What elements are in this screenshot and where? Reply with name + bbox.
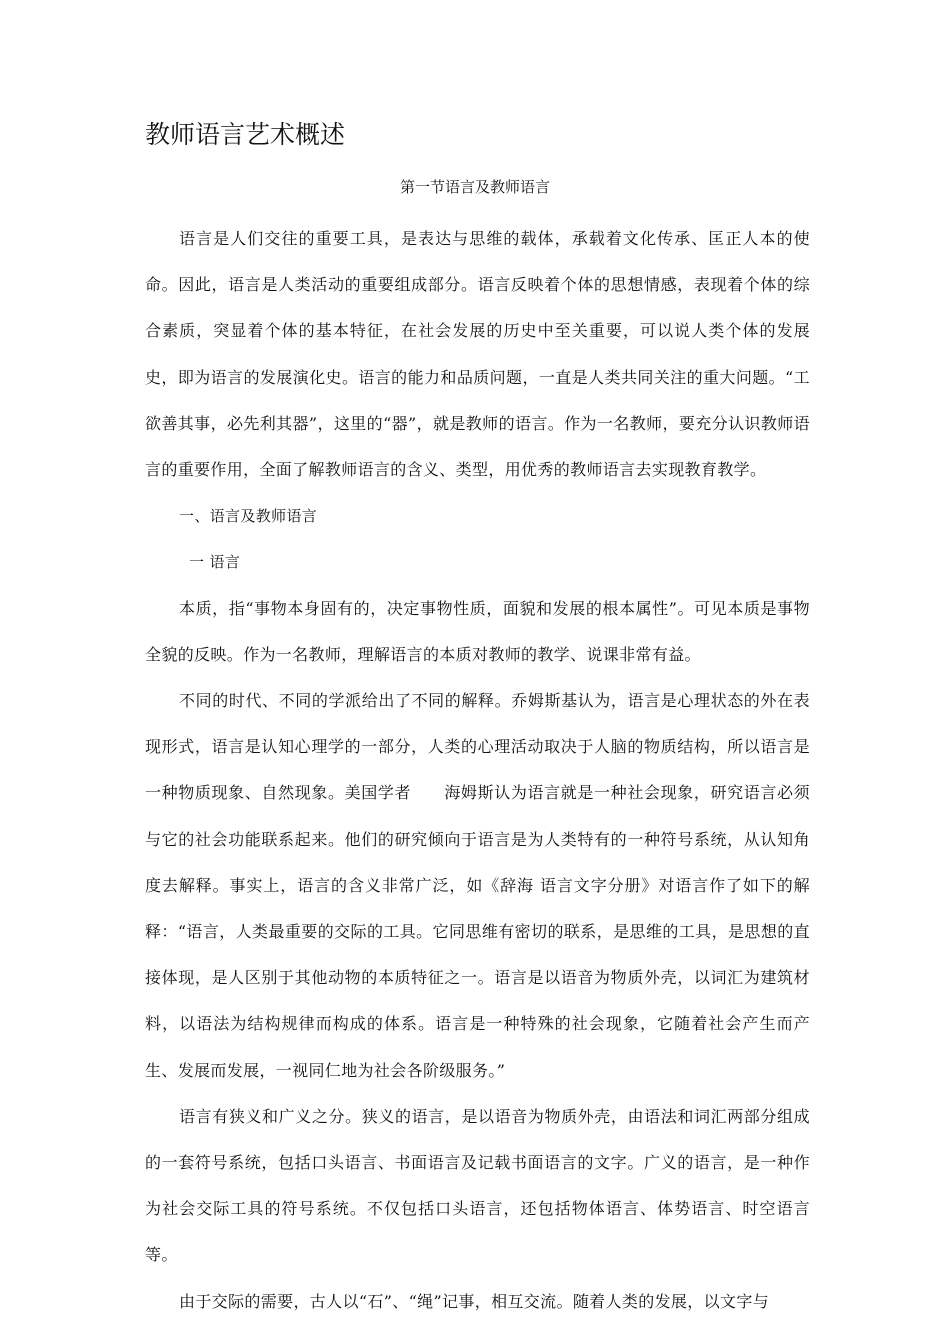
paragraph-history: 由于交际的需要，古人以“石”、“绳”记事，相互交流。随着人类的发展，以文字与 — [179, 1291, 770, 1311]
paragraph-narrow-broad: 语言有狭义和广义之分。狭义的语言，是以语音为物质外壳，由语法和词汇两部分组成的一套符号系统，包括口头语言、书面语言及记载书面语言的文字。广义的语言，是一种作为社会交际工具的符号系统。不仅包括口头语言，还包括物体语言、体势语言、时空语言等。 — [145, 1106, 810, 1265]
section-title: 第一节语言及教师语言 — [399, 178, 550, 196]
subheading-language: 一 语言 — [189, 553, 241, 572]
paragraph-intro: 语言是人们交往的重要工具，是表达与思维的载体，承载着文化传承、匡正人本的使命。因此，语言是人类活动的重要组成部分。语言反映着个体的思想情感，表现着个体的综合素质，突显着个体的基本特征，在社会发展的历史中至关重要，可以说人类个体的发展史，即为语言的发展演化史。语言的能力和品质问题，一直是人类共同关注的重大问题。“工欲善其事，必先利其器”，这里的“器”，就是教师的语言。作为一名教师，要充分认识教师语言的重要作用，全面了解教师语言的含义、类型，用优秀的教师语言去实现教育教学。 — [145, 229, 810, 480]
document-body — [145, 216, 810, 1325]
paragraph-essence: 本质，指“事物本身固有的，决定事物性质，面貌和发展的根本属性”。可见本质是事物全貌的反映。作为一名教师，理解语言的本质对教师的教学、说课非常有益。 — [145, 598, 810, 664]
document-title: 教师语言艺术概述 — [145, 120, 346, 149]
heading-language-and-teacher-language: 一、语言及教师语言 — [179, 507, 318, 526]
paragraph-definitions: 不同的时代、不同的学派给出了不同的解释。乔姆斯基认为，语言是心理状态的外在表现形式，语言是认知心理学的一部分，人类的心理活动取决于人脑的物质结构，所以语言是一种物质现象、自然现象。美国学者 海姆斯认为语言就是一种社会现象，研究语言必须与它的社会功能联系起来。他们的研究倾向于语言是为人类特有的一种符号系统，从认知角度去解释。事实上，语言的含义非常广泛，如《辞海 语言文字分册》对语言作了如下的解释：“语言，人类最重要的交际的工具。它同思维有密切的联系，是思维的工具，是思想的直接体现，是人区别于其他动物的本质特征之一。语言是以语音为物质外壳，以词汇为建筑材料，以语法为结构规律而构成的体系。语言是一种特殊的社会现象，它随着社会产生而产生、发展而发展，一视同仁地为社会各阶级服务。” — [145, 691, 810, 1080]
